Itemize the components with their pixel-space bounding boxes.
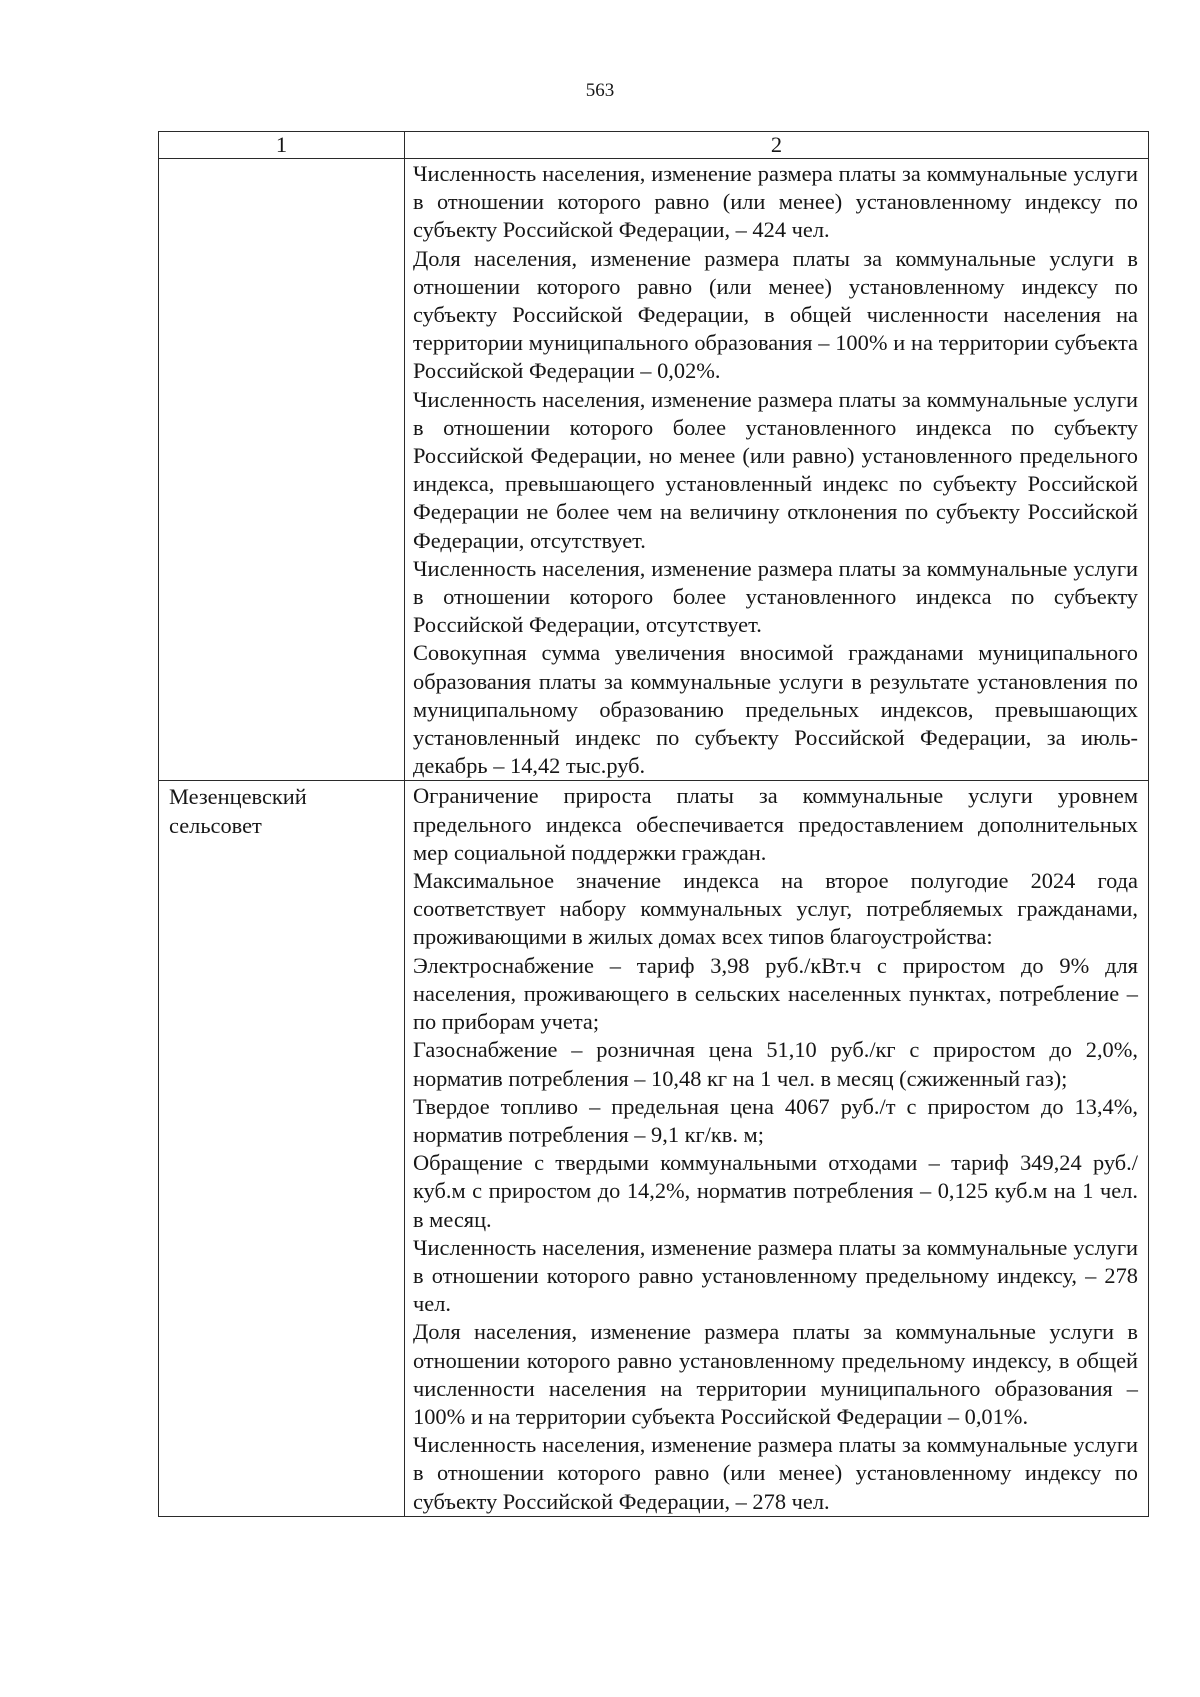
- paragraph: Газоснабжение – розничная цена 51,10 руб./кг с приростом до 2,0%, норматив потребления – 10,48 кг на 1 чел. в месяц (сжиженный газ);: [413, 1037, 1138, 1091]
- paragraph: Обращение с твердыми коммунальными отходами – тариф 349,24 руб./куб.м с приростом до 14,2%, норматив потребления – 0,125 куб.м на 1 чел. в месяц.: [413, 1150, 1138, 1232]
- column-header-1: 1: [159, 132, 405, 159]
- column-header-2: 2: [405, 132, 1149, 159]
- paragraph: Твердое топливо – предельная цена 4067 руб./т с приростом до 13,4%, норматив потребления – 9,1 кг/кв. м;: [413, 1093, 1138, 1147]
- paragraph: Численность населения, изменение размера платы за коммунальные услуги в отношении которого равно (или менее) установленному индексу по субъекту Российской Федерации, – 424 чел.: [413, 161, 1138, 243]
- paragraph: Максимальное значение индекса на второе полугодие 2024 года соответствует набору коммунальных услуг, потребляемых гражданами, проживающими в жилых домах всех типов благоустройства:: [413, 868, 1138, 950]
- paragraph: Электроснабжение – тариф 3,98 руб./кВт.ч с приростом до 9% для населения, проживающего в сельских населенных пунктах, потребление – по приборам учета;: [413, 952, 1138, 1035]
- table-header-row: [159, 132, 1149, 159]
- paragraph: Численность населения, изменение размера платы за коммунальные услуги в отношении которого более установленного индекса по субъекту Российской Федерации, но менее (или равно) установленного предельного индекса, превышающего установленный индекс по субъекту Российской Федерации не более чем на величину отклонения по субъекту Российской Федерации, отсутствует.: [413, 386, 1138, 553]
- data-table: [158, 131, 1149, 1517]
- paragraph: Совокупная сумма увеличения вносимой гражданами муниципального образования платы за коммунальные услуги в результате установления по муниципальному образованию предельных индексов, превышающих установленный индекс по субъекту Российской Федерации, за июль-декабрь – 14,42 тыс.руб.: [413, 640, 1138, 779]
- paragraph: Численность населения, изменение размера платы за коммунальные услуги в отношении которого равно установленному предельному индексу, – 278 чел.: [413, 1234, 1138, 1317]
- description-cell: [405, 159, 1149, 781]
- table-row: [159, 781, 1149, 1516]
- page-number: 563: [585, 80, 615, 101]
- description-cell: [405, 781, 1149, 1516]
- paragraph: Численность населения, изменение размера платы за коммунальные услуги в отношении которого равно (или менее) установленному индексу по субъекту Российской Федерации, – 278 чел.: [413, 1432, 1138, 1514]
- municipality-name: Мезенцевский сельсовет: [159, 781, 405, 1516]
- paragraph: Численность населения, изменение размера платы за коммунальные услуги в отношении которого более установленного индекса по субъекту Российской Федерации, отсутствует.: [413, 555, 1138, 638]
- municipality-name: [159, 159, 405, 781]
- paragraph: Доля населения, изменение размера платы за коммунальные услуги в отношении которого равно установленному предельному индексу, в общей численности населения на территории муниципального образования – 100% и на территории субъекта Российской Федерации – 0,01%.: [413, 1319, 1138, 1429]
- table-row: [159, 159, 1149, 781]
- paragraph: Доля населения, изменение размера платы за коммунальные услуги в отношении которого равно (или менее) установленному индексу по субъекту Российской Федерации, в общей численности населения на территории муниципального образования – 100% и на территории субъекта Российской Федерации – 0,02%.: [413, 245, 1138, 384]
- paragraph: Ограничение прироста платы за коммунальные услуги уровнем предельного индекса обеспечивается предоставлением дополнительных мер социальной поддержки граждан.: [413, 783, 1138, 865]
